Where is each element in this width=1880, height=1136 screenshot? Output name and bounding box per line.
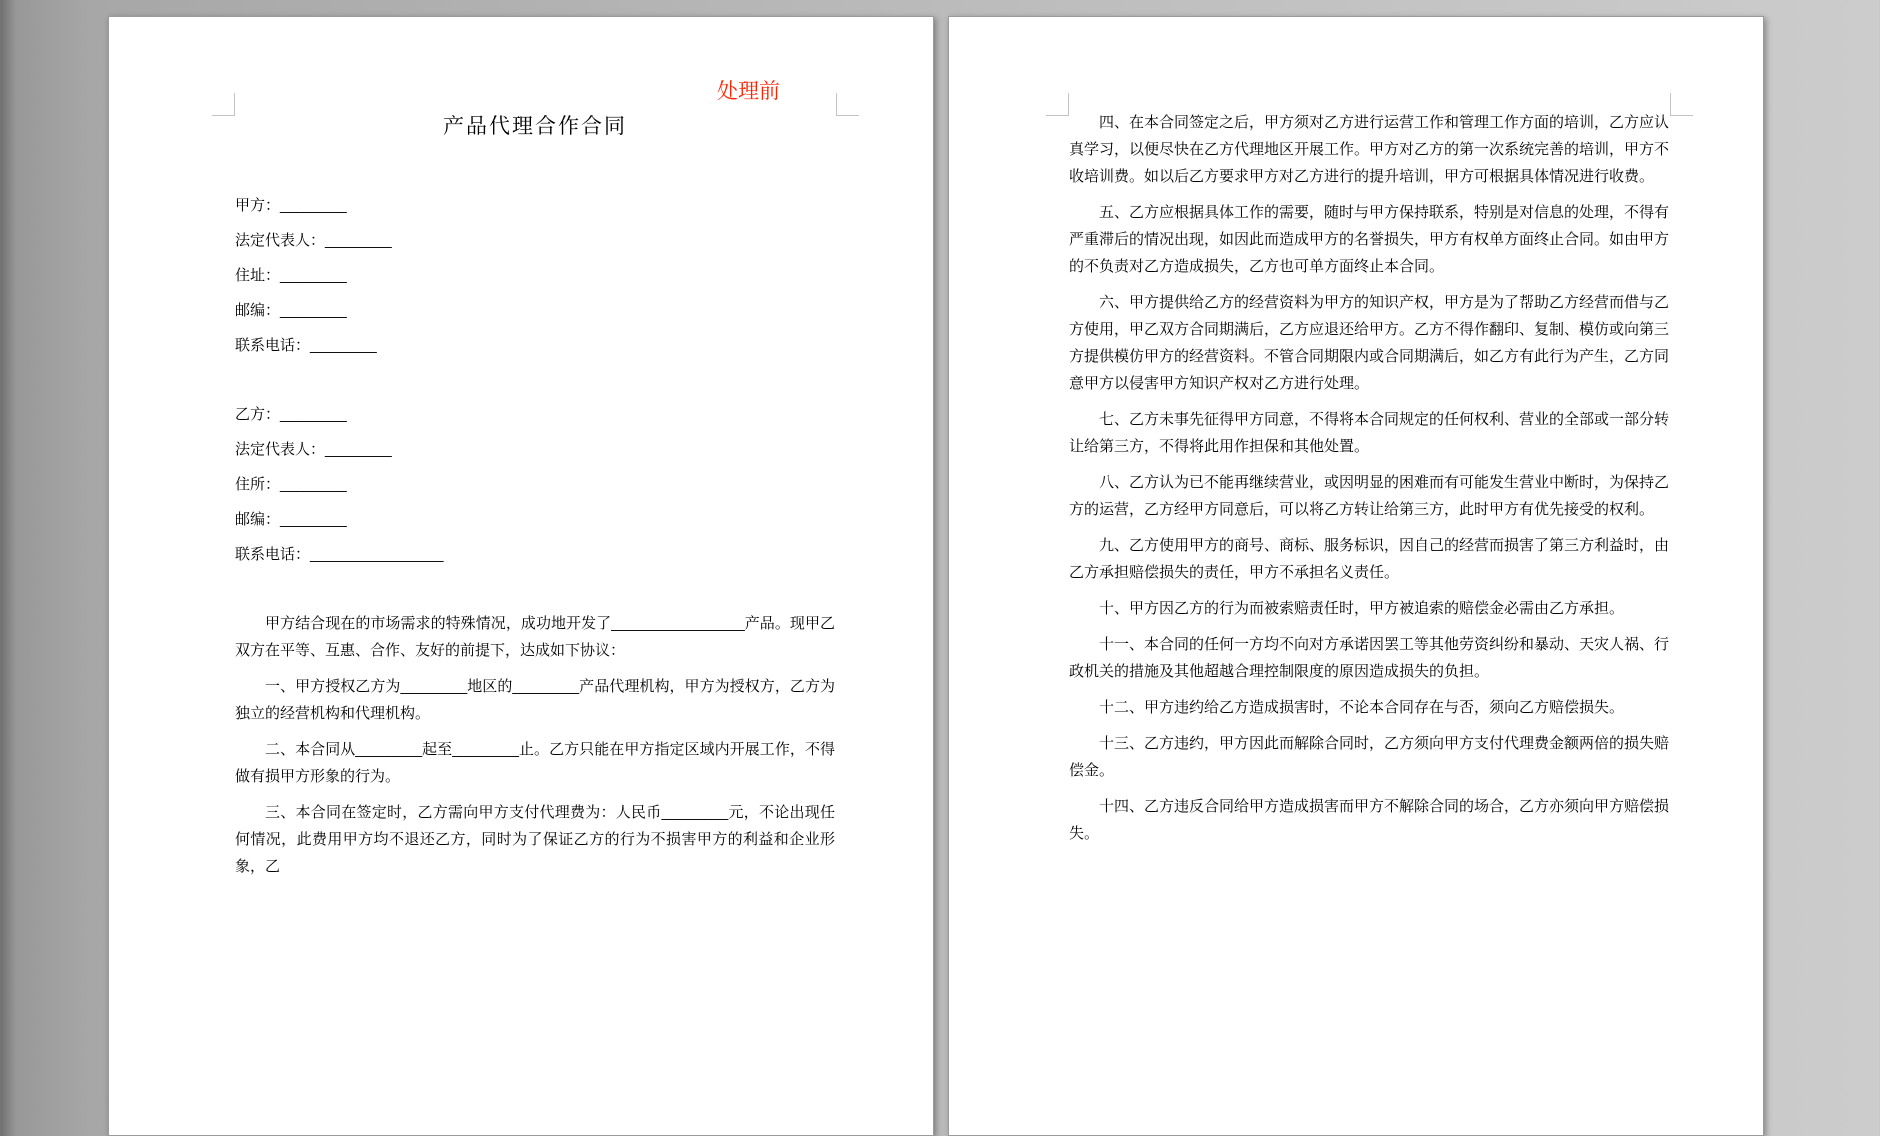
page-content <box>109 17 835 880</box>
field-party-b-name[interactable]: 乙方：________ <box>235 406 347 423</box>
contract-paragraph-clause-13[interactable]: 十三、乙方违约，甲方因此而解除合同时，乙方须向甲方支付代理费金额两倍的损失赔偿金。 <box>1069 735 1670 779</box>
contract-paragraph-clause-11[interactable]: 十一、本合同的任何一方均不向对方承诺因罢工等其他劳资纠纷和暴动、天灾人祸、行政机关的措施及其他超越合理控制限度的原因造成损失的负担。 <box>1069 636 1670 680</box>
field-party-b-legal-rep[interactable]: 法定代表人：________ <box>235 441 392 458</box>
contract-paragraph-clause-7[interactable]: 七、乙方未事先征得甲方同意，不得将本合同规定的任何权利、营业的全部或一部分转让给第三方，不得将此用作担保和其他处置。 <box>1069 411 1670 455</box>
contract-paragraph-clause-5[interactable]: 五、乙方应根据具体工作的需要，随时与甲方保持联系，特别是对信息的处理，不得有严重滞后的情况出现，如因此而造成甲方的名誉损失，甲方有权单方面终止合同。如由甲方的不负责对乙方造成损失，乙方也可单方面终止本合同。 <box>1069 204 1670 275</box>
contract-paragraph-clause-2[interactable]: 二、本合同从________起至________止。乙方只能在甲方指定区域内开展工作，不得做有损甲方形象的行为。 <box>235 741 835 785</box>
margin-crop-mark-top-left <box>212 93 235 116</box>
document-page-right[interactable] <box>948 16 1764 1136</box>
margin-crop-mark-top-right <box>836 93 859 116</box>
page-content <box>949 17 1669 847</box>
contract-title: 产品代理合作合同 <box>443 115 627 138</box>
contract-paragraph-intro[interactable]: 甲方结合现在的市场需求的特殊情况，成功地开发了________________产品。现甲乙双方在平等、互惠、合作、友好的前提下，达成如下协议： <box>235 615 835 659</box>
contract-paragraph-clause-4[interactable]: 四、在本合同签定之后，甲方须对乙方进行运营工作和管理工作方面的培训，乙方应认真学习，以便尽快在乙方代理地区开展工作。甲方对乙方的第一次系统完善的培训，甲方不收培训费。如以后乙方要求甲方对乙方进行的提升培训，甲方可根据具体情况进行收费。 <box>1069 114 1670 185</box>
field-party-a-address[interactable]: 住址：________ <box>235 267 347 284</box>
field-party-a-legal-rep[interactable]: 法定代表人：________ <box>235 232 392 249</box>
margin-crop-mark-top-right <box>1670 93 1693 116</box>
contract-body <box>235 610 835 880</box>
document-page-left[interactable] <box>108 16 934 1136</box>
contract-paragraph-clause-3[interactable]: 三、本合同在签定时，乙方需向甲方支付代理费为：人民币________元，不论出现任何情况，此费用甲方均不退还乙方，同时为了保证乙方的行为不损害甲方的利益和企业形象，乙 <box>235 804 835 875</box>
field-party-a-name[interactable]: 甲方：________ <box>235 197 347 214</box>
party-a-fields <box>235 188 835 363</box>
party-b-fields <box>235 397 835 572</box>
contract-paragraph-clause-1[interactable]: 一、甲方授权乙方为________地区的________产品代理机构，甲方为授权方，乙方为独立的经营机构和代理机构。 <box>235 678 835 722</box>
contract-paragraph-clause-10[interactable]: 十、甲方因乙方的行为而被索赔责任时，甲方被追索的赔偿金必需由乙方承担。 <box>1099 600 1625 617</box>
field-party-b-phone[interactable]: 联系电话：________________ <box>235 546 444 563</box>
field-party-b-address[interactable]: 住所：________ <box>235 476 347 493</box>
contract-paragraph-clause-14[interactable]: 十四、乙方违反合同给甲方造成损害而甲方不解除合同的场合，乙方亦须向甲方赔偿损失。 <box>1069 798 1670 842</box>
margin-crop-mark-top-left <box>1046 93 1069 116</box>
field-party-a-phone[interactable]: 联系电话：________ <box>235 337 377 354</box>
contract-paragraph-clause-9[interactable]: 九、乙方使用甲方的商号、商标、服务标识，因自己的经营而损害了第三方利益时，由乙方承担赔偿损失的责任，甲方不承担名义责任。 <box>1069 537 1670 581</box>
contract-paragraph-clause-8[interactable]: 八、乙方认为已不能再继续营业，或因明显的困难而有可能发生营业中断时，为保持乙方的运营，乙方经甲方同意后，可以将乙方转让给第三方，此时甲方有优先接受的权利。 <box>1069 474 1670 518</box>
field-party-a-postcode[interactable]: 邮编：________ <box>235 302 347 319</box>
contract-paragraph-clause-6[interactable]: 六、甲方提供给乙方的经营资料为甲方的知识产权，甲方是为了帮助乙方经营而借与乙方使用，甲乙双方合同期满后，乙方应退还给甲方。乙方不得作翻印、复制、模仿或向第三方提供模仿甲方的经营资料。不管合同期限内或合同期满后，如乙方有此行为产生，乙方同意甲方以侵害甲方知识产权对乙方进行处理。 <box>1069 294 1670 392</box>
contract-paragraph-clause-12[interactable]: 十二、甲方违约给乙方造成损害时，不论本合同存在与否，须向乙方赔偿损失。 <box>1099 699 1625 716</box>
field-party-b-postcode[interactable]: 邮编：________ <box>235 511 347 528</box>
annotation-label: 处理前 <box>717 80 780 103</box>
